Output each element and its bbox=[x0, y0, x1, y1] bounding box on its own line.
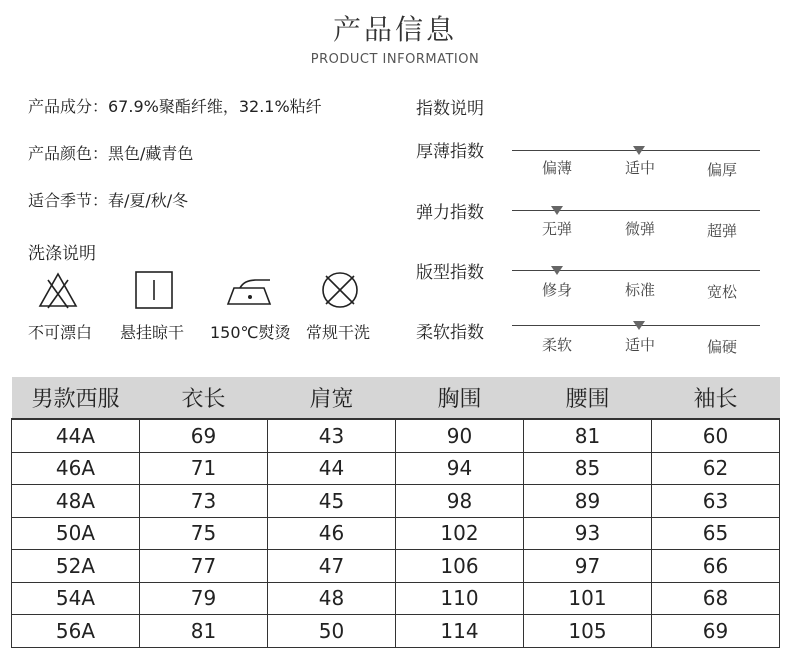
index-heading: 指数说明 bbox=[416, 99, 484, 119]
thickness-marker-icon bbox=[633, 146, 645, 155]
header-waist: 腰围 bbox=[524, 377, 652, 419]
table-cell: 68 bbox=[652, 582, 780, 615]
table-row bbox=[12, 419, 780, 452]
header-chest: 胸围 bbox=[396, 377, 524, 419]
table-cell: 105 bbox=[524, 615, 652, 648]
table-cell: 81 bbox=[140, 615, 268, 648]
table-row bbox=[12, 550, 780, 583]
softness-option: 柔软 bbox=[541, 336, 572, 354]
table-cell: 69 bbox=[140, 419, 268, 452]
softness-option: 偏硬 bbox=[706, 338, 737, 356]
table-cell: 71 bbox=[140, 452, 268, 485]
page-title: 产品信息 bbox=[332, 13, 457, 46]
thickness-option: 偏厚 bbox=[706, 161, 737, 179]
season-text: 适合季节：春/夏/秋/冬 bbox=[28, 191, 189, 210]
no-bleach-icon bbox=[36, 270, 80, 310]
fit-option: 修身 bbox=[541, 281, 572, 299]
fit-option: 标准 bbox=[624, 281, 655, 299]
iron-label: 150℃熨烫 bbox=[210, 323, 291, 342]
table-cell: 48A bbox=[12, 485, 140, 518]
table-row bbox=[12, 485, 780, 518]
table-cell: 73 bbox=[140, 485, 268, 518]
composition-text: 产品成分：67.9%聚酯纤维，32.1%粘纤 bbox=[28, 97, 322, 116]
header-sleeve: 袖长 bbox=[652, 377, 780, 419]
table-row bbox=[12, 517, 780, 550]
table-cell: 66 bbox=[652, 550, 780, 583]
iron-icon bbox=[226, 270, 270, 310]
elasticity-index-label: 弹力指数 bbox=[416, 203, 484, 223]
table-header-row bbox=[12, 377, 780, 419]
elasticity-option: 无弹 bbox=[541, 220, 572, 238]
table-cell: 50A bbox=[12, 517, 140, 550]
table-cell: 60 bbox=[652, 419, 780, 452]
softness-marker-icon bbox=[633, 321, 645, 330]
elasticity-option: 超弹 bbox=[706, 222, 737, 240]
header-shoulder: 肩宽 bbox=[268, 377, 396, 419]
table-cell: 52A bbox=[12, 550, 140, 583]
table-cell: 85 bbox=[524, 452, 652, 485]
table-cell: 77 bbox=[140, 550, 268, 583]
table-cell: 79 bbox=[140, 582, 268, 615]
table-cell: 44 bbox=[268, 452, 396, 485]
softness-option: 适中 bbox=[624, 336, 655, 354]
table-row bbox=[12, 582, 780, 615]
table-cell: 101 bbox=[524, 582, 652, 615]
header-length: 衣长 bbox=[140, 377, 268, 419]
table-cell: 46A bbox=[12, 452, 140, 485]
thickness-option: 偏薄 bbox=[541, 159, 572, 177]
table-cell: 50 bbox=[268, 615, 396, 648]
elasticity-scale-line bbox=[512, 210, 760, 211]
table-cell: 43 bbox=[268, 419, 396, 452]
thickness-index-label: 厚薄指数 bbox=[416, 142, 484, 162]
table-cell: 89 bbox=[524, 485, 652, 518]
table-cell: 93 bbox=[524, 517, 652, 550]
thickness-option: 适中 bbox=[624, 159, 655, 177]
table-cell: 94 bbox=[396, 452, 524, 485]
table-cell: 63 bbox=[652, 485, 780, 518]
table-cell: 106 bbox=[396, 550, 524, 583]
fit-marker-icon bbox=[551, 266, 563, 275]
washing-heading: 洗涤说明 bbox=[28, 244, 96, 264]
table-cell: 102 bbox=[396, 517, 524, 550]
hang-dry-label: 悬挂晾干 bbox=[120, 323, 185, 342]
header-style: 男款西服 bbox=[12, 377, 140, 419]
page-subtitle: PRODUCT INFORMATION bbox=[310, 52, 480, 67]
no-tumble-dry-icon bbox=[318, 270, 362, 310]
size-table bbox=[11, 377, 779, 648]
softness-index-label: 柔软指数 bbox=[416, 323, 484, 343]
hang-dry-icon bbox=[132, 270, 176, 310]
table-cell: 65 bbox=[652, 517, 780, 550]
table-cell: 90 bbox=[396, 419, 524, 452]
table-row bbox=[12, 615, 780, 648]
table-cell: 46 bbox=[268, 517, 396, 550]
table-cell: 69 bbox=[652, 615, 780, 648]
elasticity-marker-icon bbox=[551, 206, 563, 215]
table-cell: 75 bbox=[140, 517, 268, 550]
table-cell: 97 bbox=[524, 550, 652, 583]
fit-index-label: 版型指数 bbox=[416, 263, 484, 283]
fit-scale-line bbox=[512, 270, 760, 271]
table-cell: 54A bbox=[12, 582, 140, 615]
table-cell: 114 bbox=[396, 615, 524, 648]
table-cell: 45 bbox=[268, 485, 396, 518]
color-text: 产品颜色：黑色/藏青色 bbox=[28, 144, 194, 163]
table-cell: 44A bbox=[12, 419, 140, 452]
table-cell: 62 bbox=[652, 452, 780, 485]
table-cell: 110 bbox=[396, 582, 524, 615]
table-row bbox=[12, 452, 780, 485]
table-cell: 56A bbox=[12, 615, 140, 648]
table-cell: 47 bbox=[268, 550, 396, 583]
table-cell: 98 bbox=[396, 485, 524, 518]
fit-option: 宽松 bbox=[706, 283, 737, 301]
elasticity-option: 微弹 bbox=[624, 220, 655, 238]
no-bleach-label: 不可漂白 bbox=[28, 323, 93, 342]
table-cell: 81 bbox=[524, 419, 652, 452]
dry-clean-label: 常规干洗 bbox=[306, 323, 371, 342]
table-cell: 48 bbox=[268, 582, 396, 615]
